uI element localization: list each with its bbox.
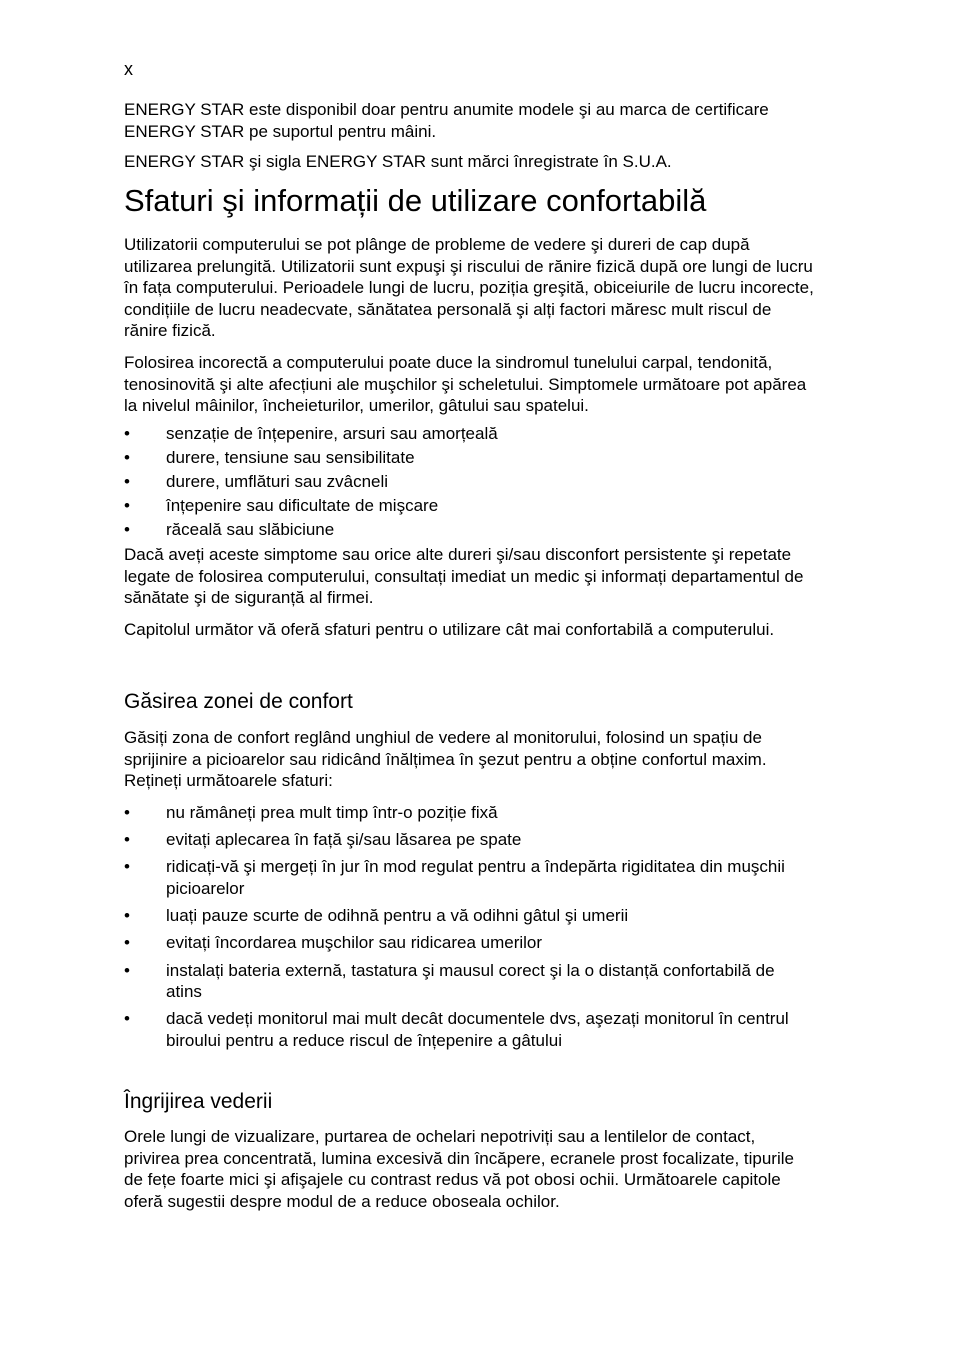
bullet-icon: • [124, 830, 130, 850]
section-title-comfort-tips: Sfaturi şi informații de utilizare confortabilă [124, 183, 707, 218]
energy-star-paragraph-2: ENERGY STAR şi sigla ENERGY STAR sunt mărci înregistrate în S.U.A. [124, 152, 672, 171]
list-item: • înțepenire sau dificultate de mişcare [124, 495, 439, 515]
energy-star-paragraph-1: ENERGY STAR este disponibil doar pentru anumite modele şi au marca de certificare ENERGY STAR pe suportul pentru mâini. [124, 100, 769, 141]
consult-doctor-paragraph: Dacă aveți aceste simptome sau orice alte dureri şi/sau disconfort persistente şi repetate legate de folosirea computerului, consultați imediat un medic şi informați departamentul de sănătate şi de siguranță al firmei. [124, 545, 804, 608]
bullet-icon: • [124, 960, 130, 980]
list-item: • instalați bateria externă, tastatura şi mausul corect şi la o distanță confortabilă de atins [124, 960, 775, 1002]
list-item: • răceală sau slăbiciune [124, 519, 335, 539]
next-chapter-paragraph: Capitolul următor vă oferă sfaturi pentru o utilizare cât mai confortabilă a computerului. [124, 620, 775, 639]
list-item: • luați pauze scurte de odihnă pentru a vă odihni gâtul şi umerii [124, 906, 629, 926]
list-item: • ridicați-vă şi mergeți în jur în mod regulat pentru a îndepărta rigiditatea din muşchii picioarelor [124, 857, 785, 898]
eye-care-paragraph: Orele lungi de vizualizare, purtarea de ochelari nepotriviți sau a lentilelor de contact, privirea prea concentrată, lumina excesivă din încăpere, ecranele prost focalizate, tipurile de fețe foarte mici şi afişajele cu contrast redus vă pot obosi ochii. Următoarele capitole oferă sugestii despre modul de a reduce oboseala ochilor. [124, 1127, 794, 1211]
list-item: • evitați aplecarea în față şi/sau lăsarea pe spate [124, 830, 522, 850]
bullet-icon: • [124, 519, 130, 539]
section-title-eye-care: Îngrijirea vederii [124, 1090, 273, 1113]
list-item: • nu rămâneți prea mult timp într-o poziție fixă [124, 803, 498, 822]
bullet-icon: • [124, 424, 130, 443]
bullet-icon: • [124, 495, 130, 515]
page-number: x [124, 59, 133, 79]
bullet-icon: • [124, 857, 130, 877]
comfort-zone-paragraph: Găsiți zona de confort reglând unghiul de vedere al monitorului, folosind un spațiu de sprijinire a picioarelor sau ridicând înălțimea în şezut pentru a obține confortul maxim. Rețineți următoarele sfaturi: [124, 728, 767, 791]
bullet-icon: • [124, 803, 130, 822]
section-title-comfort-zone: Găsirea zonei de confort [124, 690, 353, 713]
bullet-icon: • [124, 933, 130, 953]
bullet-icon: • [124, 1009, 130, 1029]
bullet-icon: • [124, 471, 130, 491]
list-item: • durere, tensiune sau sensibilitate [124, 447, 415, 467]
bullet-icon: • [124, 906, 130, 926]
bullet-icon: • [124, 447, 130, 467]
injury-paragraph: Folosirea incorectă a computerului poate duce la sindromul tunelului carpal, tendonită, tenosinovită şi alte afecțiuni ale muşchilor şi scheletului. Simptomele următoare pot apărea la nivelul mâinilor, încheieturilor, umerilor, gâtului sau spatelui. [124, 353, 807, 416]
list-item: • senzație de înțepenire, arsuri sau amorțeală [124, 424, 498, 443]
symptoms-list [124, 423, 814, 543]
list-item: • evitați încordarea muşchilor sau ridicarea umerilor [124, 933, 543, 953]
list-item: • durere, umflături sau zvâcneli [124, 471, 389, 491]
intro-paragraph: Utilizatorii computerului se pot plânge de probleme de vedere şi dureri de cap după utilizarea prelungită. Utilizatorii sunt expuşi şi riscului de rănire fizică după ore lungi de lucru în fața computerului. Perioadele lungi de lucru, poziția greşită, obiceiurile de lucru incorecte, condițiile de lucru neadecvate, sănătatea personală şi alți factori măresc mult riscul de rănire fizică. [124, 235, 814, 341]
comfort-tips-list [124, 802, 814, 1057]
list-item: • dacă vedeți monitorul mai mult decât documentele dvs, aşezați monitorul în centrul biroului pentru a reduce riscul de înțepenire a gâtului [124, 1009, 789, 1050]
